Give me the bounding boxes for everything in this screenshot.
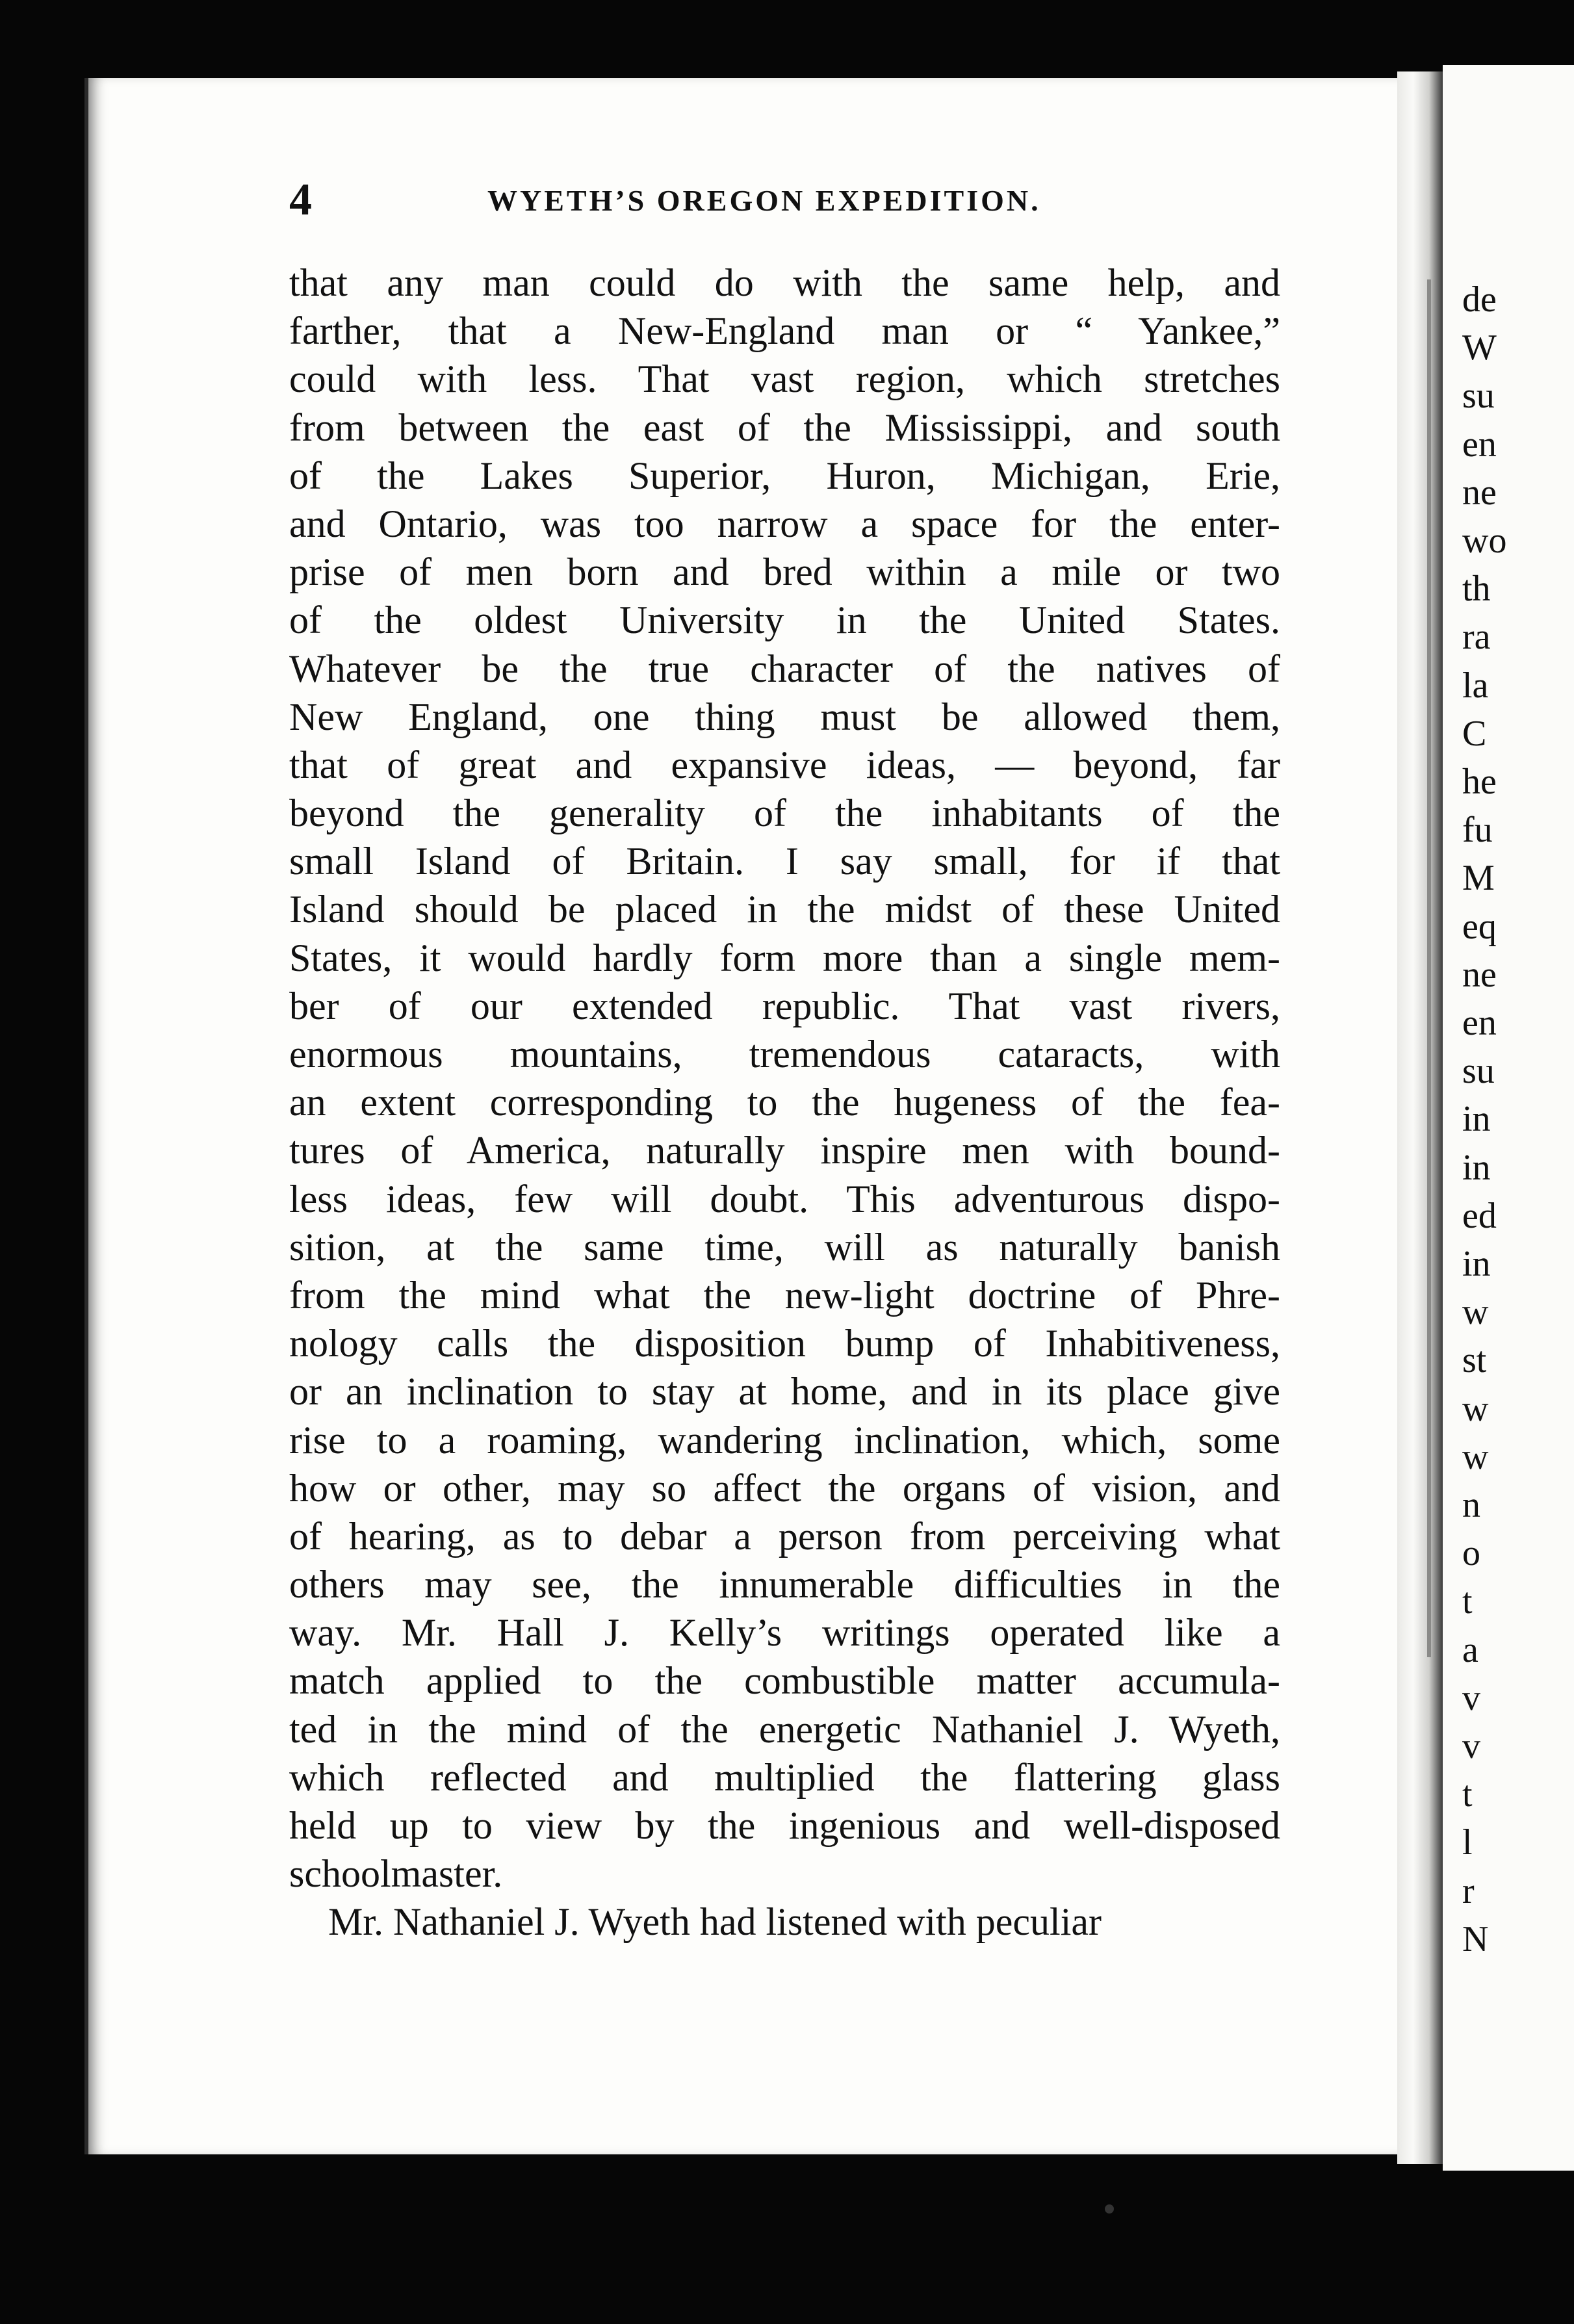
facing-page-fragment: de [1462, 279, 1497, 320]
gutter-shadow-line [1427, 279, 1431, 1657]
facing-page-fragment: a [1462, 1629, 1478, 1670]
facing-page-fragment: ra [1462, 617, 1491, 658]
text-line: Island should be placed in the midst of these United [289, 888, 1280, 931]
facing-page-fragment: th [1462, 569, 1491, 610]
facing-page-fragment: su [1462, 1051, 1495, 1092]
facing-page-edge [1443, 65, 1574, 2171]
facing-page-fragment: ed [1462, 1195, 1497, 1236]
running-head: WYETH’S OREGON EXPEDITION. [487, 184, 1041, 217]
facing-page-fragment: in [1462, 1099, 1491, 1140]
facing-page-fragment: wo [1462, 521, 1507, 561]
text-line: Mr. Nathaniel J. Wyeth had listened with peculiar [328, 1900, 1102, 1944]
facing-page-fragment: en [1462, 1003, 1497, 1043]
text-line: an extent corresponding to the hugeness of the fea- [289, 1081, 1280, 1124]
text-line: that any man could do with the same help, and [289, 261, 1280, 304]
page-header [289, 174, 1290, 226]
facing-page-fragment: fu [1462, 810, 1493, 851]
text-line: rise to a roaming, wandering inclination, which, some [289, 1418, 1280, 1462]
facing-page-fragment: t [1462, 1581, 1473, 1622]
text-line: New England, one thing must be allowed them, [289, 695, 1280, 738]
text-line: farther, that a New-England man or “ Yankee,” [289, 309, 1280, 353]
book-gutter [1397, 71, 1443, 2164]
text-line: way. Mr. Hall J. Kelly’s writings operated like a [289, 1611, 1280, 1655]
text-line: that of great and expansive ideas, — beyond, far [289, 743, 1280, 786]
text-line: enormous mountains, tremendous cataracts, with [289, 1033, 1280, 1076]
text-line: prise of men born and bred within a mile or two [289, 550, 1280, 594]
text-line: from between the east of the Mississippi, and south [289, 406, 1280, 449]
text-line: could with less. That vast region, which stretches [289, 357, 1280, 401]
facing-page-fragment: l [1462, 1822, 1473, 1863]
text-line: ted in the mind of the energetic Nathaniel J. Wyeth, [289, 1707, 1280, 1751]
facing-page-fragment: n [1462, 1485, 1480, 1525]
facing-page-fragment: w [1462, 1436, 1489, 1477]
text-line: which reflected and multiplied the flattering glass [289, 1755, 1280, 1799]
text-line: ber of our extended republic. That vast rivers, [289, 984, 1280, 1027]
facing-page-fragment: en [1462, 424, 1497, 465]
facing-page-fragment: in [1462, 1147, 1491, 1188]
facing-page-fragment: in [1462, 1244, 1491, 1284]
text-line: States, it would hardly form more than a single mem- [289, 936, 1280, 979]
text-line: tures of America, naturally inspire men with bound- [289, 1129, 1280, 1172]
facing-page-fragment: v [1462, 1677, 1480, 1718]
facing-page-fragment: r [1462, 1870, 1475, 1911]
text-line: of hearing, as to debar a person from perceiving what [289, 1514, 1280, 1558]
text-line: from the mind what the new-light doctrine of Phre- [289, 1273, 1280, 1317]
text-line: Whatever be the true character of the natives of [289, 647, 1280, 690]
facing-page-fragment: su [1462, 376, 1495, 417]
body-text [289, 259, 1280, 1946]
facing-page-fragment: w [1462, 1388, 1489, 1429]
text-line: beyond the generality of the inhabitants of the [289, 792, 1280, 835]
text-line: small Island of Britain. I say small, for if that [289, 840, 1280, 883]
facing-page-fragment: o [1462, 1533, 1480, 1574]
facing-page-fragment: t [1462, 1774, 1473, 1815]
facing-page-fragment: ne [1462, 472, 1497, 513]
text-line: nology calls the disposition bump of Inhabitiveness, [289, 1322, 1280, 1365]
facing-page-fragment: w [1462, 1292, 1489, 1333]
facing-page-fragment: N [1462, 1918, 1489, 1959]
text-line: others may see, the innumerable difficulties in the [289, 1563, 1280, 1607]
page-number: 4 [289, 175, 312, 225]
facing-page-fragment: W [1462, 328, 1497, 368]
facing-page-fragment: eq [1462, 906, 1497, 947]
text-line: or an inclination to stay at home, and in its place give [289, 1370, 1280, 1414]
text-line: schoolmaster. [289, 1852, 503, 1896]
text-line: match applied to the combustible matter accumula- [289, 1659, 1280, 1703]
text-line: how or other, may so affect the organs of vision, and [289, 1466, 1280, 1510]
facing-page-fragment: la [1462, 665, 1489, 706]
text-line: of the oldest University in the United States. [289, 599, 1280, 642]
facing-page-fragment: v [1462, 1726, 1480, 1766]
facing-page-fragment: he [1462, 762, 1497, 802]
facing-page-fragment: st [1462, 1340, 1487, 1381]
ink-speck [1105, 2204, 1114, 2214]
text-line: and Ontario, was too narrow a space for the enter- [289, 502, 1280, 545]
facing-page-fragment: ne [1462, 954, 1497, 995]
text-line: less ideas, few will doubt. This adventurous dispo- [289, 1177, 1280, 1220]
text-line: held up to view by the ingenious and well-disposed [289, 1804, 1280, 1847]
text-line: of the Lakes Superior, Huron, Michigan, Erie, [289, 454, 1280, 497]
facing-page-fragment: C [1462, 713, 1487, 754]
facing-page-fragment: M [1462, 858, 1495, 899]
text-line: sition, at the same time, will as naturally banish [289, 1225, 1280, 1269]
